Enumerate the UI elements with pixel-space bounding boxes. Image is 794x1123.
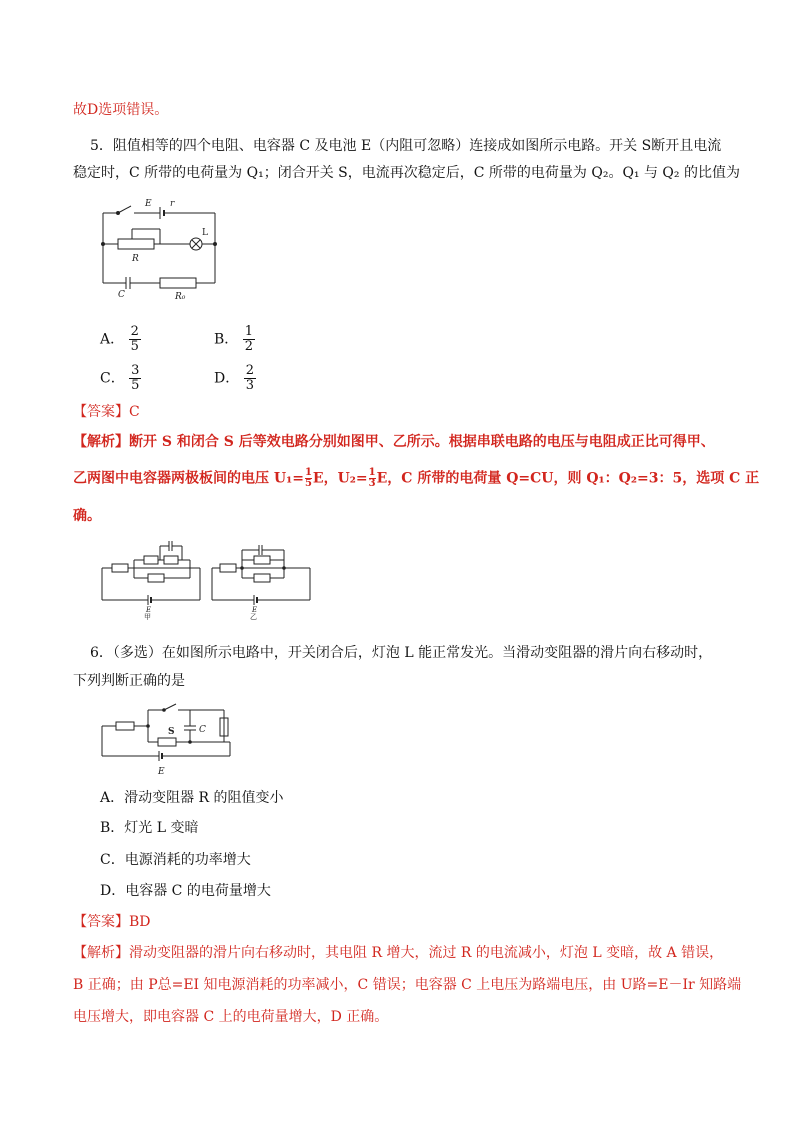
q5-option-b bbox=[214, 325, 255, 354]
q5-label-R: R bbox=[132, 254, 139, 264]
q5-analysis-line1: 【解析】断开 S 和闭合 S 后等效电路分别如图甲、乙所示。根据串联电路的电压与电阻成正比可得甲、 bbox=[73, 434, 715, 450]
fraction-numerator: 1 bbox=[244, 324, 254, 339]
option-fraction bbox=[244, 364, 256, 393]
equivalent-circuit-jia bbox=[98, 538, 204, 620]
fig-yi-label-E: E bbox=[252, 606, 258, 614]
option-fraction bbox=[129, 364, 141, 393]
previous-conclusion: 故D选项错误。 bbox=[73, 102, 169, 118]
fig-jia-caption: 甲 bbox=[144, 613, 151, 620]
q5-label-R0: R₀ bbox=[175, 292, 186, 302]
option-fraction bbox=[243, 325, 255, 354]
option-label: A． bbox=[100, 331, 125, 348]
fraction-one-fifth bbox=[305, 468, 312, 489]
q5-label-C: C bbox=[118, 290, 125, 300]
fraction-denominator: 3 bbox=[245, 378, 254, 393]
analysis-text: E，C 所带的电荷量 Q=CU，则 Q₁：Q₂=3：5，选项 C 正 bbox=[376, 470, 760, 487]
fraction-one-third bbox=[369, 468, 376, 489]
option-label: D． bbox=[214, 370, 240, 387]
q5-circuit-diagram bbox=[98, 195, 228, 305]
fraction-numerator: 2 bbox=[245, 363, 254, 378]
option-label: B． bbox=[214, 331, 239, 348]
q5-stem-line2: 稳定时，C 所带的电荷量为 Q₁；闭合开关 S，电流再次稳定后，C 所带的电荷量为 Q₂。Q₁ 与 Q₂ 的比值为 bbox=[73, 165, 740, 181]
q6-option-d: D．电容器 C 的电荷量增大 bbox=[100, 883, 271, 899]
fraction-numerator: 3 bbox=[131, 363, 140, 378]
analysis-text: 乙两图中电容器两极板间的电压 U₁= bbox=[73, 470, 304, 487]
q5-label-E: E bbox=[145, 199, 152, 209]
fraction-denominator: 5 bbox=[130, 339, 139, 354]
fraction-numerator: 1 bbox=[368, 467, 376, 478]
q6-analysis-line2: B 正确；由 P总=EI 知电源消耗的功率减小，C 错误；电容器 C 上电压为路端电压，由 U路=E－Ir 知路端 bbox=[73, 977, 742, 993]
q5-option-d bbox=[214, 364, 256, 393]
q5-answer: 【答案】C bbox=[73, 404, 140, 420]
q6-label-E: E bbox=[158, 767, 165, 777]
fig-jia-label-E: E bbox=[146, 606, 152, 614]
q5-stem-line1: 5．阻值相等的四个电阻、电容器 C 及电池 E（内阻可忽略）连接成如图所示电路。开关 S断开且电流 bbox=[90, 138, 722, 154]
fraction-denominator: 2 bbox=[244, 339, 254, 354]
analysis-text: E，U₂= bbox=[312, 470, 368, 487]
fraction-numerator: 2 bbox=[130, 324, 139, 339]
fraction-denominator: 5 bbox=[304, 478, 312, 489]
option-fraction bbox=[129, 325, 141, 354]
q5-option-c bbox=[100, 364, 141, 393]
q6-option-c: C．电源消耗的功率增大 bbox=[100, 852, 251, 868]
q6-analysis-line3: 电压增大，即电容器 C 上的电荷量增大，D 正确。 bbox=[73, 1009, 389, 1025]
q6-label-S: S bbox=[168, 727, 175, 737]
q5-option-a bbox=[100, 325, 141, 354]
q6-stem-line1: 6．（多选）在如图所示电路中，开关闭合后，灯泡 L 能正常发光。当滑动变阻器的滑片向右移动时， bbox=[90, 645, 713, 661]
fig-yi-caption: 乙 bbox=[250, 613, 257, 620]
q5-label-r: r bbox=[170, 199, 175, 209]
option-label: C． bbox=[100, 370, 125, 387]
fraction-denominator: 5 bbox=[131, 378, 140, 393]
fraction-numerator: 1 bbox=[304, 467, 312, 478]
q6-stem-line2: 下列判断正确的是 bbox=[73, 673, 185, 689]
q6-answer: 【答案】BD bbox=[73, 914, 151, 930]
q6-circuit-diagram bbox=[98, 700, 238, 780]
q6-option-a: A．滑动变阻器 R 的阻值变小 bbox=[100, 790, 284, 806]
q6-label-C: C bbox=[199, 725, 206, 735]
q5-label-L: L bbox=[202, 228, 208, 238]
fraction-denominator: 3 bbox=[368, 478, 376, 489]
equivalent-circuit-yi bbox=[208, 538, 314, 620]
q6-option-b: B．灯光 L 变暗 bbox=[100, 820, 199, 836]
q6-analysis-line1: 【解析】滑动变阻器的滑片向右移动时，其电阻 R 增大，流过 R 的电流减小，灯泡 L 变暗，故 A 错误， bbox=[73, 945, 724, 961]
q5-analysis-line2 bbox=[73, 468, 759, 489]
q5-analysis-line3: 确。 bbox=[73, 508, 101, 524]
